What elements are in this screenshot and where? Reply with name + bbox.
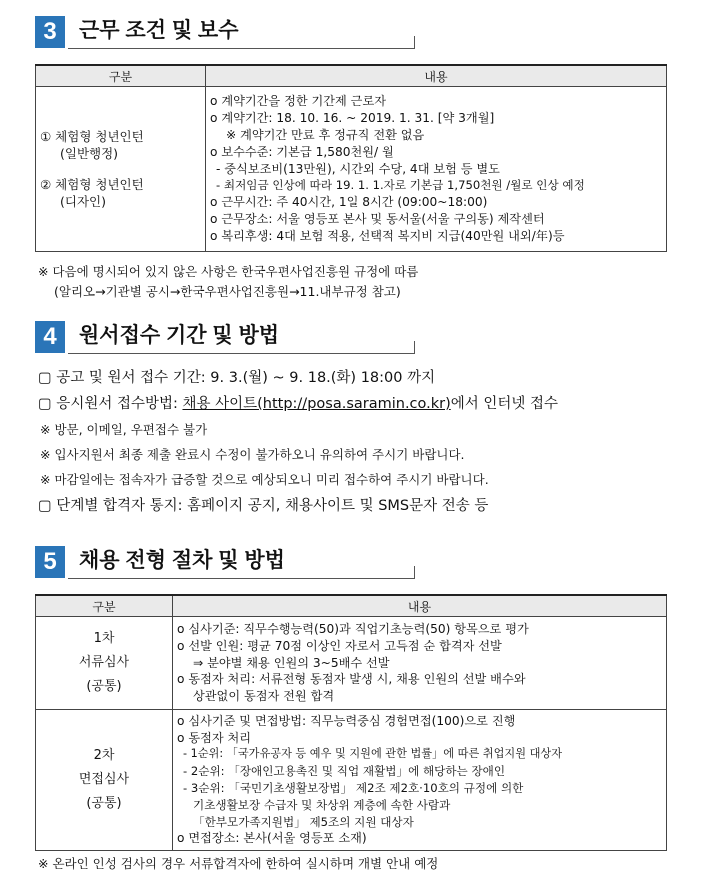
note-text: ※ 온라인 인성 검사의 경우 서류합격자에 한하여 실시하며 개별 안내 예정	[38, 856, 439, 871]
content-line: o 동점자 처리: 서류전형 동점자 발생 시, 채용 인원의 선발 배수와	[177, 672, 526, 687]
content-line: - 2순위: 「장애인고용촉진 및 직업 재활법」에 해당하는 장애인	[183, 764, 506, 779]
content-line: o 근무장소: 서울 영등포 본사 및 동서울(서울 구의동) 제작센터	[210, 211, 545, 226]
work-conditions-table	[35, 64, 667, 252]
bullet-method	[38, 392, 558, 413]
bullet-notify: ▢ 단계별 합격자 통지: 홈페이지 공지, 채용사이트 및 SMS문자 전송 등	[38, 498, 489, 514]
note-text: ※ 다음에 명시되어 있지 않은 사항은 한국우편사업진흥원 규정에 따름	[38, 264, 419, 279]
content-line: o 계약기간: 18. 10. 16. ~ 2019. 1. 31. [약 3개월]	[210, 111, 495, 126]
category-line: (디자인)	[60, 194, 106, 209]
recruit-site-link[interactable]: 채용 사이트(http://posa.saramin.co.kr)	[182, 396, 451, 412]
section-4-header	[35, 318, 415, 354]
content-line: o 보수수준: 기본급 1,580천원/ 월	[210, 144, 394, 159]
section-number: 4	[35, 321, 65, 353]
stage-line: 1차	[93, 631, 115, 646]
table-header: 구분	[36, 65, 206, 87]
stage-line: 2차	[93, 748, 115, 763]
content-line: 상관없이 동점자 전원 합격	[193, 689, 335, 704]
stage-line: (공통)	[86, 796, 122, 811]
content-line: - 중식보조비(13만원), 시간외 수당, 4대 보험 등 별도	[216, 161, 500, 176]
content-line: o 복리후생: 4대 보험 적용, 선택적 복지비 지급(40만원 내외/年)등	[210, 228, 565, 243]
section-underline	[68, 566, 415, 579]
content-line: o 계약기간을 정한 기간제 근로자	[210, 94, 387, 109]
section-underline	[68, 36, 415, 49]
category-cell	[36, 87, 206, 252]
section-title: 근무 조건 및 보수	[79, 19, 239, 42]
content-line: 기초생활보장 수급자 및 차상위 계층에 속한 사람과	[193, 797, 451, 812]
section-title: 원서접수 기간 및 방법	[79, 324, 280, 347]
stage-line: 면접심사	[78, 772, 130, 787]
note-text: (알리오→기관별 공시→한국우편사업진흥원→11.내부규정 참고)	[54, 284, 401, 299]
bullet-text: ▢ 응시원서 접수방법:	[38, 396, 183, 412]
section-underline	[68, 341, 415, 354]
content-cell	[206, 87, 667, 252]
section-title: 채용 전형 절차 및 방법	[79, 549, 285, 572]
content-line: o 심사기준 및 면접방법: 직무능력중심 경험면접(100)으로 진행	[177, 713, 516, 728]
content-cell	[173, 710, 667, 851]
content-line: o 심사기준: 직무수행능력(50)과 직업기초능력(50) 항목으로 평가	[177, 622, 529, 636]
stage-line: 서류심사	[78, 655, 130, 670]
stage-cell	[36, 617, 173, 710]
table-header: 구분	[36, 595, 173, 617]
content-line: o 근무시간: 주 40시간, 1일 8시간 (09:00~18:00)	[210, 195, 488, 210]
sub-note: ※ 입사지원서 최종 제출 완료시 수정이 불가하오니 유의하여 주시기 바랍니다.	[40, 447, 465, 462]
section-3-header	[35, 13, 415, 49]
content-line: o 선발 인원: 평균 70점 이상인 자로서 고득점 순 합격자 선발	[177, 638, 502, 653]
stage-cell	[36, 710, 173, 851]
section-number: 3	[35, 16, 65, 48]
content-line: ⇒ 분야별 채용 인원의 3~5배수 선발	[193, 655, 390, 670]
sub-note: ※ 마감일에는 접속자가 급증할 것으로 예상되오니 미리 접수하여 주시기 바랍니다.	[40, 472, 489, 487]
content-line: o 동점자 처리	[177, 730, 252, 745]
stage-line: (공통)	[86, 679, 122, 694]
sub-note: ※ 방문, 이메일, 우편접수 불가	[40, 422, 208, 437]
category-line: (일반행정)	[60, 146, 119, 161]
selection-process-table	[35, 594, 667, 851]
table-header: 내용	[173, 595, 667, 617]
bullet-text: 에서 인터넷 접수	[450, 396, 559, 412]
table-header: 내용	[206, 65, 667, 87]
section-5-header	[35, 543, 415, 579]
section-number: 5	[35, 546, 65, 578]
category-line: ① 체험형 청년인턴	[40, 129, 144, 144]
content-line: o 면접장소: 본사(서울 영등포 소재)	[177, 831, 367, 846]
content-cell	[173, 617, 667, 710]
bullet-period: ▢ 공고 및 원서 접수 기간: 9. 3.(월) ~ 9. 18.(화) 18:00 까지	[38, 370, 436, 386]
content-line: 「한부모가족지원법」 제5조의 지원 대상자	[193, 814, 414, 829]
content-line: - 최저임금 인상에 따라 19. 1. 1.자로 기본급 1,750천원 /월로 인상 예정	[216, 178, 585, 193]
content-line: - 1순위: 「국가유공자 등 예우 및 지원에 관한 법률」에 따른 취업지원 대상자	[183, 747, 563, 761]
content-line: ※ 계약기간 만료 후 정규직 전환 없음	[226, 128, 425, 142]
category-line: ② 체험형 청년인턴	[40, 177, 144, 192]
content-line: - 3순위: 「국민기초생활보장법」 제2조 제2호·10호의 규정에 의한	[183, 781, 524, 795]
